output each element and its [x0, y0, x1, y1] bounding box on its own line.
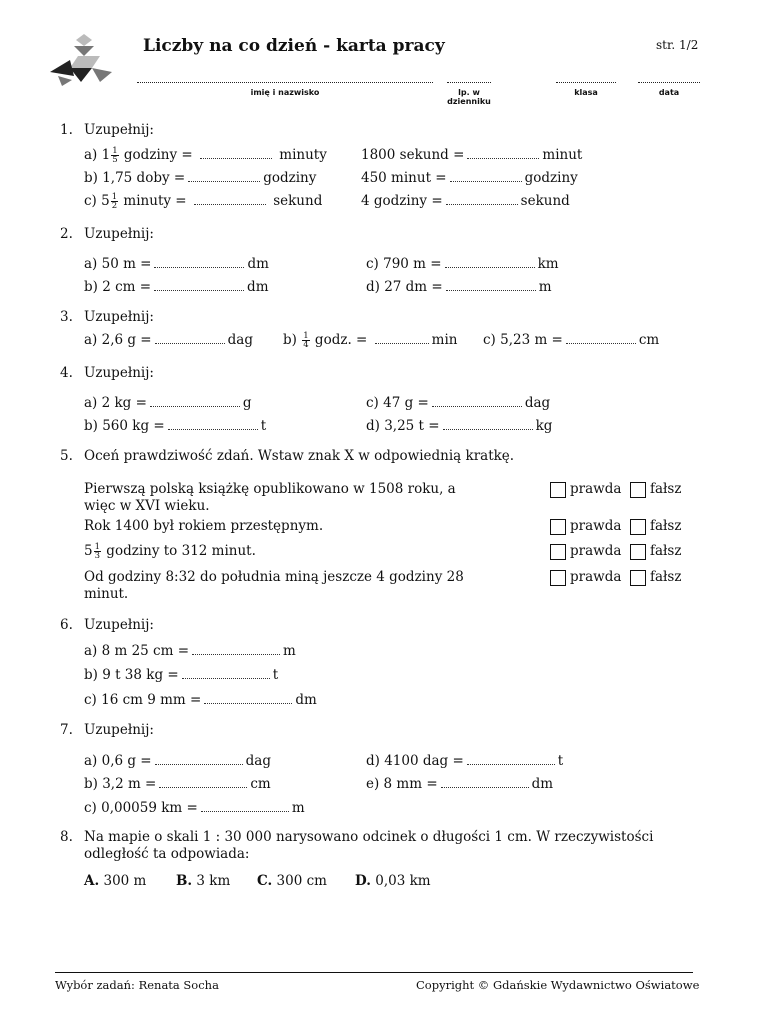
q4-item-b: b) 560 kg = t: [84, 418, 267, 434]
fraction: $\frac{1}{5}$: [112, 146, 118, 165]
name-field-label: imię i nazwisko: [250, 88, 320, 97]
q1-item-e: 450 minut = godziny: [361, 170, 578, 186]
false-checkbox[interactable]: [630, 482, 646, 498]
answer-blank[interactable]: [188, 169, 260, 182]
q1-number: 1.: [60, 122, 73, 138]
q6-number: 6.: [60, 617, 73, 633]
q6-item-c: c) 16 cm 9 mm = dm: [84, 692, 317, 708]
false-label: fałsz: [650, 569, 682, 585]
answer-blank[interactable]: [446, 278, 536, 291]
answer-blank[interactable]: [200, 146, 272, 159]
q8-option-c[interactable]: C. 300 cm: [257, 873, 327, 889]
answer-blank[interactable]: [566, 331, 636, 344]
answer-blank[interactable]: [150, 394, 240, 407]
page-number: str. 1/2: [656, 38, 699, 52]
q4-item-d: d) 3,25 t = kg: [366, 418, 553, 434]
fraction: $\frac{1}{3}$: [94, 542, 101, 561]
footer-divider: [55, 972, 693, 973]
true-label: prawda: [570, 518, 622, 534]
answer-blank[interactable]: [467, 752, 555, 765]
q5-statement-3: 5 $\frac{1}{3}$ godziny to 312 minut.: [84, 542, 256, 561]
q6-item-b: b) 9 t 38 kg = t: [84, 667, 279, 683]
answer-blank[interactable]: [182, 666, 270, 679]
q8-option-a[interactable]: A. 300 m: [84, 873, 147, 889]
q7-item-d: d) 4100 dag = t: [366, 753, 564, 769]
page-title: Liczby na co dzień - karta pracy: [143, 36, 445, 56]
answer-blank[interactable]: [159, 775, 247, 788]
q7-item-b: b) 3,2 m = cm: [84, 776, 271, 792]
q5-statement-4: Od godziny 8:32 do południa miną jeszcze 4 godziny 28 minut.: [84, 569, 464, 602]
answer-blank[interactable]: [154, 255, 244, 268]
false-label: fałsz: [650, 543, 682, 559]
answer-blank[interactable]: [168, 417, 258, 430]
answer-blank[interactable]: [432, 394, 522, 407]
register-number-field[interactable]: [447, 72, 491, 106]
q8-option-b[interactable]: B. 3 km: [176, 873, 231, 889]
publisher-logo: [48, 32, 114, 88]
footer-copyright: Copyright © Gdańskie Wydawnictwo Oświatowe: [416, 978, 700, 992]
q6-item-a: a) 8 m 25 cm = m: [84, 643, 296, 659]
q7-number: 7.: [60, 722, 73, 738]
true-label: prawda: [570, 481, 622, 497]
q3-item-b: b) $\frac{1}{4}$ godz. = min: [283, 331, 458, 350]
q1-item-a: a) 1 $\frac{1}{5}$ godziny = minuty: [84, 146, 327, 165]
q1-item-d: 1800 sekund = minut: [361, 147, 583, 163]
fraction: $\frac{1}{4}$: [303, 331, 309, 350]
class-field-label: klasa: [574, 88, 598, 97]
q5-statement-1: Pierwszą polską książkę opublikowano w 1508 roku, a więc w XVI wieku.: [84, 481, 456, 514]
footer-author: Wybór zadań: Renata Socha: [55, 978, 219, 992]
q8-text: Na mapie o skali 1 : 30 000 narysowano odcinek o długości 1 cm. W rzeczywistości odległość ta odpowiada:: [84, 829, 654, 862]
answer-blank[interactable]: [467, 146, 539, 159]
answer-blank[interactable]: [375, 331, 429, 344]
q6-title: Uzupełnij:: [84, 617, 154, 633]
false-checkbox[interactable]: [630, 570, 646, 586]
false-label: fałsz: [650, 518, 682, 534]
answer-blank[interactable]: [443, 417, 533, 430]
q3-item-a: a) 2,6 g = dag: [84, 332, 253, 348]
q2-item-a: a) 50 m = dm: [84, 256, 269, 272]
q1-item-f: 4 godziny = sekund: [361, 193, 570, 209]
q4-item-a: a) 2 kg = g: [84, 395, 252, 411]
true-label: prawda: [570, 543, 622, 559]
answer-blank[interactable]: [446, 192, 518, 205]
answer-blank[interactable]: [192, 642, 280, 655]
answer-blank[interactable]: [204, 691, 292, 704]
q2-item-b: b) 2 cm = dm: [84, 279, 269, 295]
q2-title: Uzupełnij:: [84, 226, 154, 242]
true-checkbox[interactable]: [550, 570, 566, 586]
answer-blank[interactable]: [450, 169, 522, 182]
q7-title: Uzupełnij:: [84, 722, 154, 738]
true-label: prawda: [570, 569, 622, 585]
date-field-label: data: [658, 88, 680, 97]
q7-item-c: c) 0,00059 km = m: [84, 800, 305, 816]
date-field[interactable]: [638, 72, 700, 97]
false-checkbox[interactable]: [630, 544, 646, 560]
name-field[interactable]: [137, 72, 433, 97]
true-checkbox[interactable]: [550, 482, 566, 498]
q8-option-d[interactable]: D. 0,03 km: [355, 873, 431, 889]
q8-number: 8.: [60, 829, 73, 845]
answer-blank[interactable]: [155, 752, 243, 765]
q1-item-b: b) 1,75 doby = godziny: [84, 170, 317, 186]
answer-blank[interactable]: [201, 799, 289, 812]
q4-number: 4.: [60, 365, 73, 381]
false-checkbox[interactable]: [630, 519, 646, 535]
true-checkbox[interactable]: [550, 544, 566, 560]
class-field[interactable]: [556, 72, 616, 97]
q1-title: Uzupełnij:: [84, 122, 154, 138]
q2-item-d: d) 27 dm = m: [366, 279, 552, 295]
q2-item-c: c) 790 m = km: [366, 256, 559, 272]
q3-item-c: c) 5,23 m = cm: [483, 332, 660, 348]
register-number-label: lp. w dzienniku: [447, 88, 491, 106]
q5-number: 5.: [60, 448, 73, 464]
q5-title: Oceń prawdziwość zdań. Wstaw znak X w odpowiednią kratkę.: [84, 448, 515, 464]
q7-item-e: e) 8 mm = dm: [366, 776, 554, 792]
answer-blank[interactable]: [155, 331, 225, 344]
q2-number: 2.: [60, 226, 73, 242]
q3-number: 3.: [60, 309, 73, 325]
q1-item-c: c) 5 $\frac{1}{2}$ minuty = sekund: [84, 192, 323, 211]
answer-blank[interactable]: [194, 192, 266, 205]
answer-blank[interactable]: [154, 278, 244, 291]
false-label: fałsz: [650, 481, 682, 497]
fraction: $\frac{1}{2}$: [111, 192, 118, 211]
q4-title: Uzupełnij:: [84, 365, 154, 381]
true-checkbox[interactable]: [550, 519, 566, 535]
q4-item-c: c) 47 g = dag: [366, 395, 551, 411]
answer-blank[interactable]: [445, 255, 535, 268]
q7-item-a: a) 0,6 g = dag: [84, 753, 271, 769]
q5-statement-2: Rok 1400 był rokiem przestępnym.: [84, 518, 324, 534]
answer-blank[interactable]: [441, 775, 529, 788]
q3-title: Uzupełnij:: [84, 309, 154, 325]
